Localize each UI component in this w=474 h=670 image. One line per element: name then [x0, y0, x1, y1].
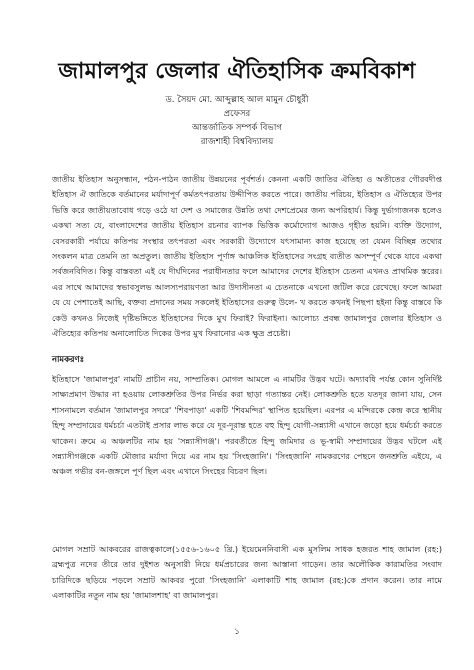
intro-paragraph: জাতীয় ইতিহাস অনুসন্ধান, পঠন-পাঠন জাতীয় উন্নয়নের পূর্বশর্ত। কেননা একটি জাতির ঐতিহ্য ও অতীতের গৌরবদীপ্ত ইতিহাস ঐ জাতিকে বর্তমানের মর্যাদাপূর্ণ কর্মতৎপরতায় উদ্দীপিত করতে পারে। জাতীয় পরিচয়, ইতিহাস ও ঐতিহ্যের উপর ভিত্তি করে জাতীয়তাবোধ গড়ে ওঠে যা দেশ ও সমাজের উন্নতি তথা দেশপ্রেমের জন্য অপরিহার্য। কিন্তু দুর্ভাগ্যজনক হলেও একথা সত্য যে, বাংলাদেশের জাতীয় ইতিহাস রচনার ব্যাপক ভিত্তিক কর্মোদ্যোগ আজও গৃহীত হয়নি। ব্যক্তি উদ্যোগ, বেসরকারী পর্যায়ে কতিপয় সংস্থার তৎপরতা এবং সরকারী উদ্যোগে যৎসামান্য কাজ হয়েছে তা যেমন বিচ্ছিন্ন তথ্যের সংকলন মাত্র তেমনি তা অপ্রতুল। জাতীয় ইতিহাস পূর্ণাঙ্গ আঞ্চলিক ইতিহাসের সংগ্রহ ব্যতীত অসম্পূর্ণ থেকে যাবে একথা সর্বজনবিদিত। কিন্তু বাস্তবতা এই যে দীর্ঘদিনের পরাধীনতার ফলে আমাদের দেশের ইতিহাস চেতনা এখনও প্রাথমিক স্তরের। এর সাথে আমাদের স্বভাবসুলভ আলস্যপরায়ণতা আর উদাসীনতা এ চেতনাকে এখনো জটিল করে রেখেছে। ফলে আমরা যে যে পেশাতেই আছি, বক্তব্য প্রদানের সময় সকলেই ইতিহাসের গুরুত্ব উলে- খ করতে কখনই পিছপা হইনা কিন্তু বাস্তবে কি কেউ কখনও নিজেই দৃষ্টিভঙ্গিতে ইতিহাসের দিকে মুখ ফিরাই? ফিরাইনা। আলোচ্য প্রবন্ধ জামালপুর জেলার ইতিহাস ও ঐতিহ্যের কতিপয় অনালোচিত দিকের উপর মুখ ফিরানোর এক ক্ষুদ্র প্রচেষ্টা।	[52, 174, 442, 339]
author-designation: প্রফেসর	[223, 109, 251, 119]
author-name: ড. সৈয়দ মো. আব্দুল্লাহ আল মামুন চৌধুরী	[165, 95, 309, 105]
mughal-paragraph: মোগল সম্রাট আকবরের রাজত্বকালে(১৫৫৬-১৬০৫ খ্রি.) ইয়েমেননিবাসী এক মুসলিম সাধক হজরত শাহ জামাল (রহ:) ব্রহ্মপুত্র নদের তীরে তার দুইশত অনুসারী নিয়ে ধর্মপ্রচারের জন্য আস্তানা গাড়েন। তার অলৌকিক কারামতির সংবাদ চারিদিকে ছড়িয়ে পড়লে সম্রাট আকবর পুরো 'সিংহজানি' এলাকাটি শাহ জামাল (রহ:)কে প্রদান করেন। তার নামে এলাকাটির নতুন নাম হয় 'জামালশাহ' বা জামালপুর।	[52, 544, 442, 601]
author-department: আন্তর্জাতিক সম্পর্ক বিভাগ	[192, 123, 282, 133]
author-university: রাজশাহী বিশ্ববিদ্যালয়	[200, 137, 274, 147]
naming-paragraph: ইতিহাসে 'জামালপুর' নামটি প্রাচীন নয়, সাম্প্রতিক। মোগল আমলে এ নামটির উদ্ভব ঘটে। অদ্যাবধি পর্যন্ত কোন সুনির্দিষ্ট সাক্ষ্যপ্রমাণ উদ্ধার না হওয়ায় লোকশ্রুতির উপর নির্ভর করা ছাড়া গত্যান্তর নেই। লোকশ্রুতি হতে যতদূর জানা যায়, সেন শাসনামলে বর্তমান 'জামালপুর সদরে' 'শিবপাড়া' একটি 'শিবমন্দির' স্থাপিত হয়েছিল। এরপর এ মন্দিরকে কেন্দ্র করে স্থানীয় হিন্দু সম্প্রদায়ের ধর্মচর্চা এতটাই প্রসার লাভ করে যে দূর-দূরান্ত হতে বহু হিন্দু যোগী-সন্ন্যাসী এখানে জড়ো হয়ে ধর্মচর্চা করতে থাকেন। ক্রমে এ অঞ্চলটির নাম হয় 'সন্ন্যাসীগঞ্জ'। পরবর্তীতে হিন্দু জমিদার ও ভূ-স্বামী সম্প্রদায়ের উদ্ভব ঘটলে এই সন্ন্যাসীগঞ্জকে একটি মৌজার মর্যাদা দিয়ে এর নাম হয় 'সিংহজানি'। 'সিংহজানি' নামকরণের পেছনে জনশ্রুতি এইযে, এ অঞ্চল গভীর বন-জঙ্গলে পূর্ণ ছিল এবং এখানে সিংহের বিচরণ ছিল।	[52, 374, 442, 477]
page-number: ১	[234, 627, 240, 637]
naming-heading: নামকরণঃ	[52, 354, 85, 364]
document-title: জামালপুর জেলার ঐতিহাসিক ক্রমবিকাশ	[58, 59, 416, 84]
